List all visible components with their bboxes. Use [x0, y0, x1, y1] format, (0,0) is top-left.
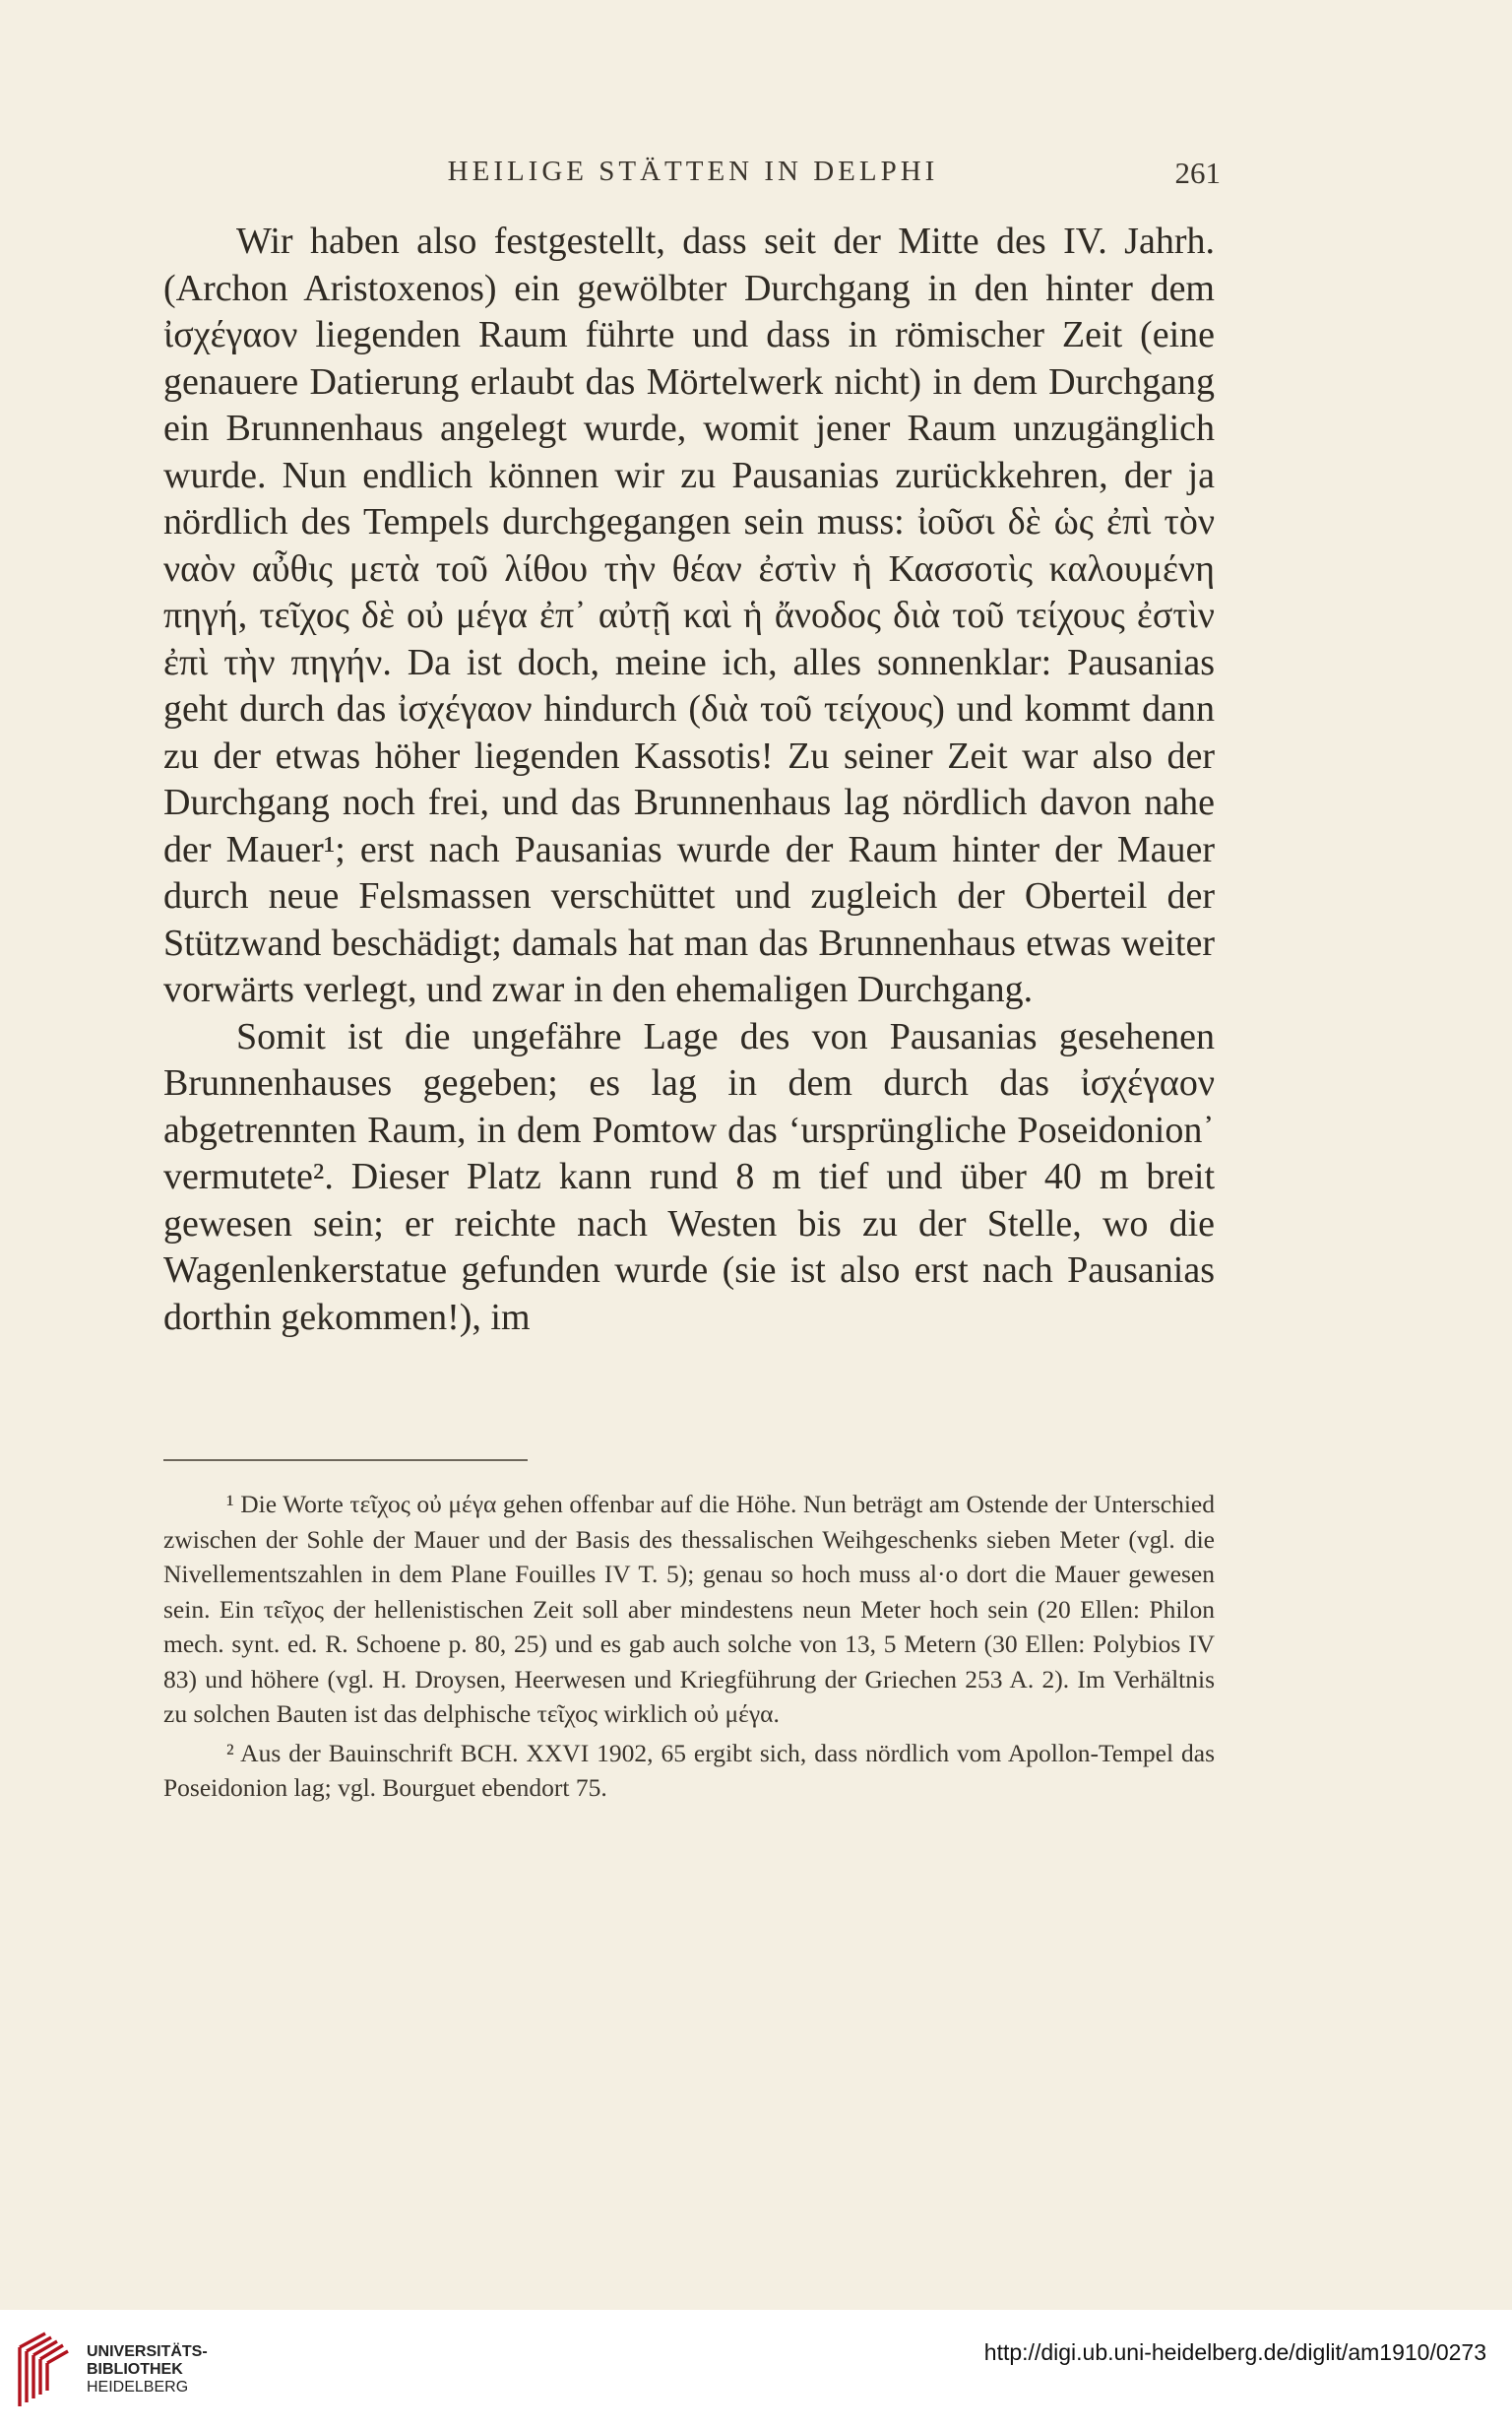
- running-title: HEILIGE STÄTTEN IN DELPHI: [447, 156, 939, 187]
- footnote: ¹ Die Worte τεῖχος οὐ μέγα gehen offenbar auf die Höhe. Nun beträgt am Ostende der Unterschied zwischen der Sohle der Mauer und der Basis des thessalischen Weihgeschenks sieben Meter (vgl. die Nivellementszahlen in dem Plane Fouilles IV T. 5); genau so hoch muss al·o dort die Mauer gewesen sein. Ein τεῖχος der hellenistischen Zeit soll aber mindestens neun Meter hoch sein (20 Ellen: Philon mech. synt. ed. R. Schoene p. 80, 25) und es gab auch solche von 13, 5 Metern (30 Ellen: Polybios IV 83) und höhere (vgl. H. Droysen, Heerwesen und Kriegführung der Griechen 253 A. 2). Im Verhältnis zu solchen Bauten ist das delphische τεῖχος wirklich οὐ μέγα.: [163, 1490, 1215, 1728]
- library-name-line: UNIVERSITÄTS-: [87, 2343, 208, 2360]
- library-name: [87, 2343, 208, 2396]
- paragraph: Somit ist die ungefähre Lage des von Pausanias gesehenen Brunnenhauses gegeben; es lag in dem durch das ἰσχέγαον abgetrennten Raum, in dem Pomtow das ʻursprüngliche Poseidonion᾿ vermutete². Dieser Platz kann rund 8 m tief und über 40 m breit gewesen sein; er reichte nach Westen bis zu der Stelle, wo die Wagenlenkerstatue gefunden wurde (sie ist also erst nach Pausanias dorthin gekommen!), im: [163, 1015, 1215, 1338]
- footnote: ² Aus der Bauinschrift BCH. XXVI 1902, 65 ergibt sich, dass nördlich vom Apollon-Tempel das Poseidonion lag; vgl. Bourguet ebendort 75.: [163, 1738, 1215, 1802]
- ub-heidelberg-logo-icon: [14, 2330, 71, 2410]
- footnotes: [163, 1487, 1215, 1810]
- paragraph: Wir haben also festgestellt, dass seit der Mitte des IV. Jahrh. (Archon Aristoxenos) ein gewölbter Durchgang in den hinter dem ἰσχέγαον liegenden Raum führte und dass in römischer Zeit (eine genauere Datierung erlaubt das Mörtelwerk nicht) in dem Durchgang ein Brunnenhaus angelegt wurde, womit jener Raum unzugänglich wurde. Nun endlich können wir zu Pausanias zurückkehren, der ja nördlich des Tempels durchgegangen sein muss: ἰοῦσι δὲ ὡς ἐπὶ τὸν ναὸν αὖθις μετὰ τοῦ λίθου τὴν θέαν ἐστὶν ἡ Κασσοτὶς καλουμένη πηγή, τεῖχος δὲ οὐ μέγα ἐπ᾿ αὐτῇ καὶ ἡ ἄνοδος διὰ τοῦ τείχους ἐστὶν ἐπὶ τὴν πηγήν. Da ist doch, meine ich, alles sonnenklar: Pausanias geht durch das ἰσχέγαον hindurch (διὰ τοῦ τείχους) und kommt dann zu der etwas höher liegenden Kassotis! Zu seiner Zeit war also der Durchgang noch frei, und das Brunnenhaus lag nördlich davon nahe der Mauer¹; erst nach Pausanias wurde der Raum hinter der Mauer durch neue Felsmassen verschüttet und zugleich der Oberteil der Stützwand beschädigt; damals hat man das Brunnenhaus etwas weiter vorwärts verlegt, und zwar in den ehemaligen Durchgang.: [163, 221, 1215, 1010]
- digitization-footer: [0, 2310, 1512, 2428]
- library-name-line: HEIDELBERG: [87, 2379, 189, 2396]
- source-url-link[interactable]: http://digi.ub.uni-heidelberg.de/diglit/am1910/0273: [983, 2339, 1486, 2365]
- main-text: [163, 219, 1215, 1341]
- library-name-line: BIBLIOTHEK: [87, 2361, 183, 2378]
- page-header: [165, 156, 1221, 195]
- footnote-separator: [163, 1459, 528, 1461]
- page-number: 261: [1174, 156, 1221, 190]
